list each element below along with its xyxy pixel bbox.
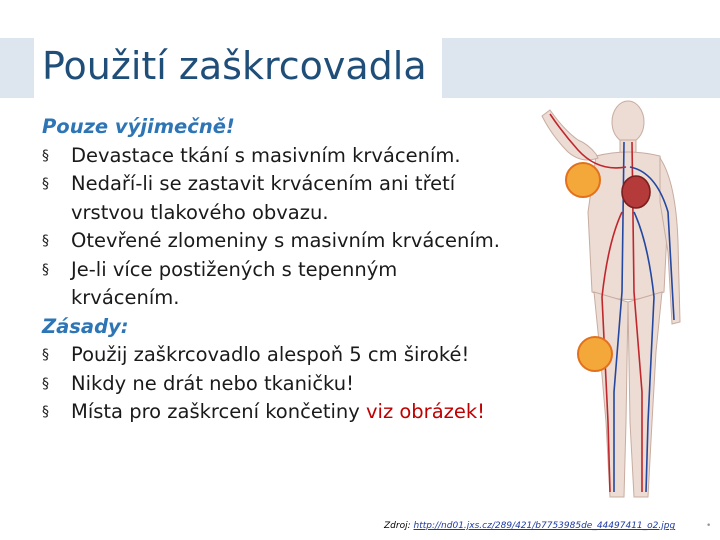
circulatory-system-figure bbox=[528, 92, 714, 512]
tourniquet-site-thigh-marker bbox=[578, 337, 612, 371]
image-source-credit: Zdroj: http://nd01.jxs.cz/289/421/b7753985de_44497411_o2.jpg bbox=[384, 521, 676, 531]
list-item: § Je-li více postižených s tepenným krvácením. bbox=[42, 257, 398, 309]
list-item: § Otevřené zlomeniny s masivním krvácením. bbox=[42, 227, 562, 256]
bullet-icon: § bbox=[42, 233, 49, 249]
body-silhouette bbox=[542, 101, 680, 497]
see-image-link[interactable]: viz obrázek! bbox=[365, 400, 485, 423]
bullet-icon: § bbox=[42, 147, 49, 164]
section-heading-principles: Zásady: bbox=[42, 314, 129, 338]
bullet-icon: § bbox=[42, 261, 49, 278]
list-item: § Devastace tkání s masivním krvácením. bbox=[42, 142, 562, 171]
bullet-icon: § bbox=[42, 347, 49, 363]
list-item: § Použij zaškrcovadlo alespoň 5 cm široké! bbox=[42, 341, 562, 370]
source-link[interactable]: http://nd01.jxs.cz/289/421/b7753985de_44497411_o2.jpg bbox=[413, 521, 676, 531]
section-heading-exceptional: Pouze výjimečně! bbox=[42, 115, 235, 138]
bullet-icon: § bbox=[42, 176, 49, 192]
bullet-icon: § bbox=[42, 404, 49, 420]
title-bar-right bbox=[442, 38, 720, 98]
title-bar-left bbox=[0, 38, 34, 98]
slide-content bbox=[42, 113, 562, 427]
bullet-icon: § bbox=[42, 375, 49, 392]
tourniquet-site-arm-marker bbox=[566, 163, 600, 197]
slide-title: Použití zaškrcovadla bbox=[42, 44, 427, 88]
corner-mark: • bbox=[706, 521, 712, 531]
list-item: § Nikdy ne drát nebo tkaničku! bbox=[42, 370, 562, 399]
list-item: § Nedaří-li se zastavit krvácením ani třetí vrstvou tlakového obvazu. bbox=[42, 172, 456, 224]
list-item: § Místa pro zaškrcení končetiny viz obrázek! bbox=[42, 398, 562, 427]
